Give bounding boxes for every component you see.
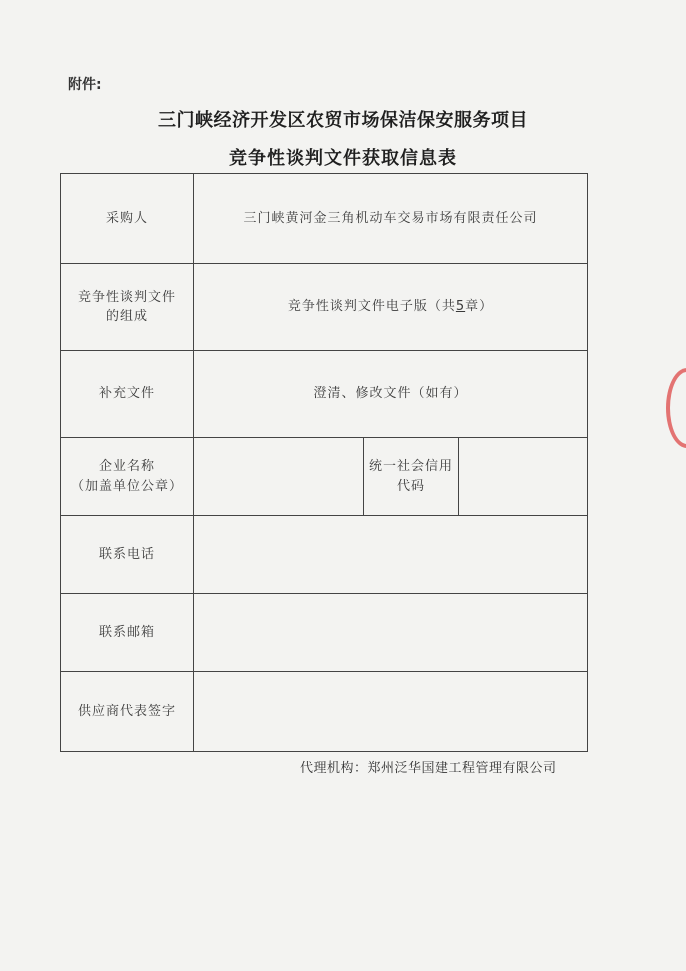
signature-field[interactable]: [194, 672, 588, 752]
email-label: 联系邮箱: [61, 594, 194, 672]
document-title: 三门峡经济开发区农贸市场保洁保安服务项目: [158, 110, 528, 131]
supplement-value: 澄清、修改文件（如有）: [194, 351, 588, 438]
info-table: [60, 173, 588, 752]
composition-chapter-count: 5: [455, 299, 466, 315]
agency-line: 代理机构：郑州泛华国建工程管理有限公司: [300, 761, 557, 776]
composition-value: [194, 264, 588, 351]
credit-code-label: [364, 438, 459, 516]
attachment-label: 附件:: [68, 77, 102, 93]
table-row-composition: [61, 264, 588, 351]
purchaser-value: 三门峡黄河金三角机动车交易市场有限责任公司: [194, 174, 588, 264]
document-subtitle: 竞争性谈判文件获取信息表: [229, 148, 457, 169]
composition-label-line2: 的组成: [105, 309, 148, 324]
company-name-label-line2: （加盖单位公章）: [70, 478, 183, 494]
supplement-label: 补充文件: [61, 351, 194, 438]
composition-value-suffix: 章）: [465, 299, 494, 315]
company-name-label: [61, 438, 194, 516]
composition-label-line1: 竞争性谈判文件: [77, 289, 176, 305]
composition-value-prefix: 竞争性谈判文件电子版（共: [287, 299, 456, 315]
seal-stamp-edge: [666, 368, 686, 448]
email-field[interactable]: [194, 594, 588, 672]
signature-label: 供应商代表签字: [61, 672, 194, 752]
company-name-field[interactable]: [194, 438, 364, 516]
company-name-label-line1: 企业名称: [98, 459, 155, 474]
phone-label: 联系电话: [61, 516, 194, 594]
table-row-purchaser: [61, 174, 588, 264]
table-row-company: [61, 438, 588, 516]
phone-field[interactable]: [194, 516, 588, 594]
credit-code-field[interactable]: [459, 438, 588, 516]
table-row-email: [61, 594, 588, 672]
credit-code-label-line1: 统一社会信用: [368, 459, 453, 474]
purchaser-label: 采购人: [61, 174, 194, 264]
composition-label: [61, 264, 194, 351]
table-row-signature: [61, 672, 588, 752]
table-row-phone: [61, 516, 588, 594]
credit-code-label-line2: 代码: [396, 478, 425, 494]
table-row-supplement: [61, 351, 588, 438]
